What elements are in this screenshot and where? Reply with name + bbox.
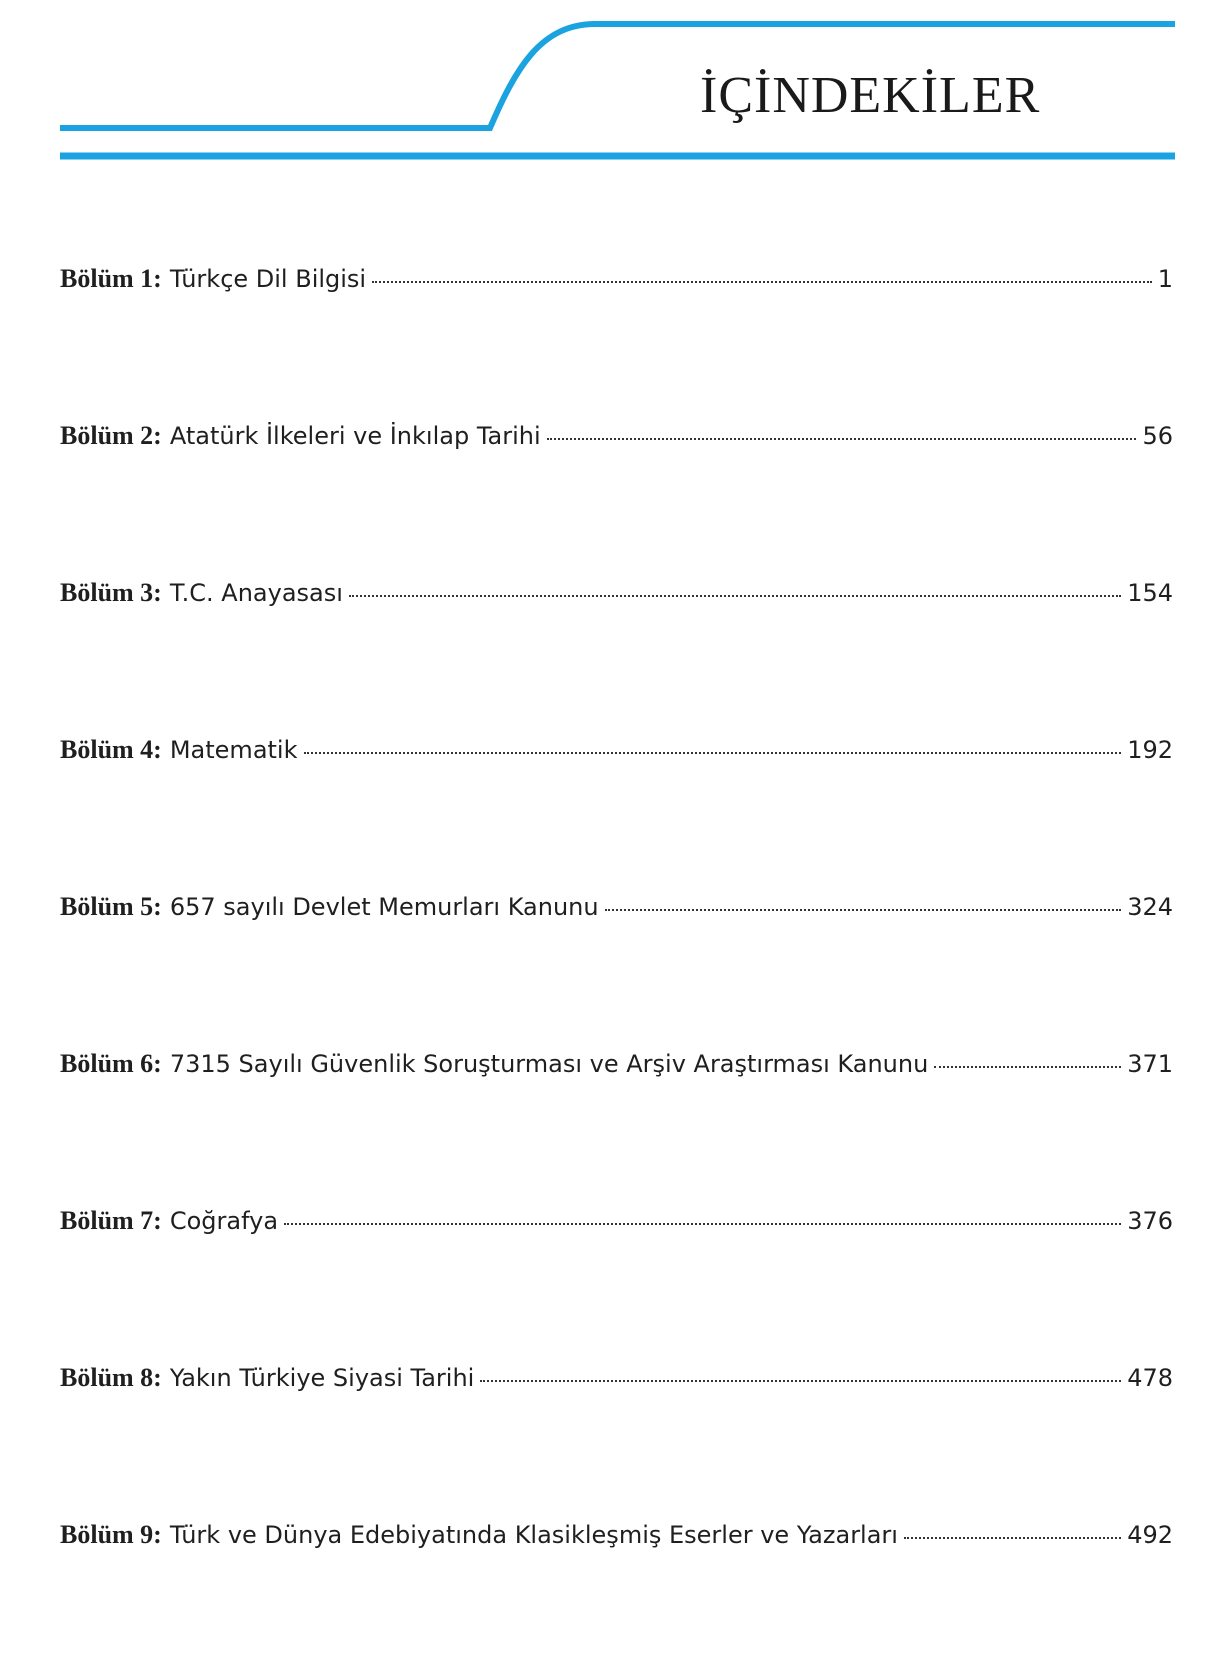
chapter-title: Matematik [169,736,298,764]
toc-entry[interactable] [60,734,1173,891]
toc-entry[interactable] [60,577,1173,734]
page-number: 56 [1142,422,1173,450]
toc-entry[interactable] [60,1048,1173,1205]
page-number: 192 [1127,736,1173,764]
dot-leader [480,1380,1121,1382]
chapter-label: Bölüm 4: [60,735,162,764]
page-number: 154 [1127,579,1173,607]
chapter-title: T.C. Anayasası [169,579,343,607]
chapter-title: Coğrafya [169,1207,279,1235]
chapter-title: Türkçe Dil Bilgisi [169,265,367,293]
table-of-contents [60,263,1173,1676]
chapter-title: Atatürk İlkeleri ve İnkılap Tarihi [169,422,541,450]
chapter-label: Bölüm 3: [60,578,162,607]
chapter-title: Türk ve Dünya Edebiyatında Klasikleşmiş Eserler ve Yazarları [169,1521,898,1549]
dot-leader [934,1066,1121,1068]
toc-entry[interactable] [60,1362,1173,1519]
dot-leader [904,1537,1121,1539]
page-number: 376 [1127,1207,1173,1235]
page-number: 1 [1157,265,1173,293]
dot-leader [372,281,1152,283]
dot-leader [547,438,1137,440]
chapter-label: Bölüm 7: [60,1206,162,1235]
dot-leader [349,595,1121,597]
chapter-title: 657 sayılı Devlet Memurları Kanunu [169,893,599,921]
page-number: 324 [1127,893,1173,921]
toc-entry[interactable] [60,891,1173,1048]
toc-entry[interactable] [60,1205,1173,1362]
toc-entry[interactable] [60,263,1173,420]
chapter-label: Bölüm 5: [60,892,162,921]
chapter-label: Bölüm 6: [60,1049,162,1078]
page-number: 478 [1127,1364,1173,1392]
dot-leader [304,752,1122,754]
page-number: 371 [1127,1050,1173,1078]
chapter-title: Yakın Türkiye Siyasi Tarihi [169,1364,475,1392]
chapter-title: 7315 Sayılı Güvenlik Soruşturması ve Arşiv Araştırması Kanunu [169,1050,929,1078]
toc-entry[interactable] [60,1519,1173,1676]
chapter-label: Bölüm 2: [60,421,162,450]
dot-leader [284,1223,1121,1225]
dot-leader [605,909,1122,911]
page-number: 492 [1127,1521,1173,1549]
page-title: İÇİNDEKİLER [700,67,1041,124]
chapter-label: Bölüm 1: [60,264,162,293]
chapter-label: Bölüm 8: [60,1363,162,1392]
chapter-label: Bölüm 9: [60,1520,162,1549]
toc-entry[interactable] [60,420,1173,577]
